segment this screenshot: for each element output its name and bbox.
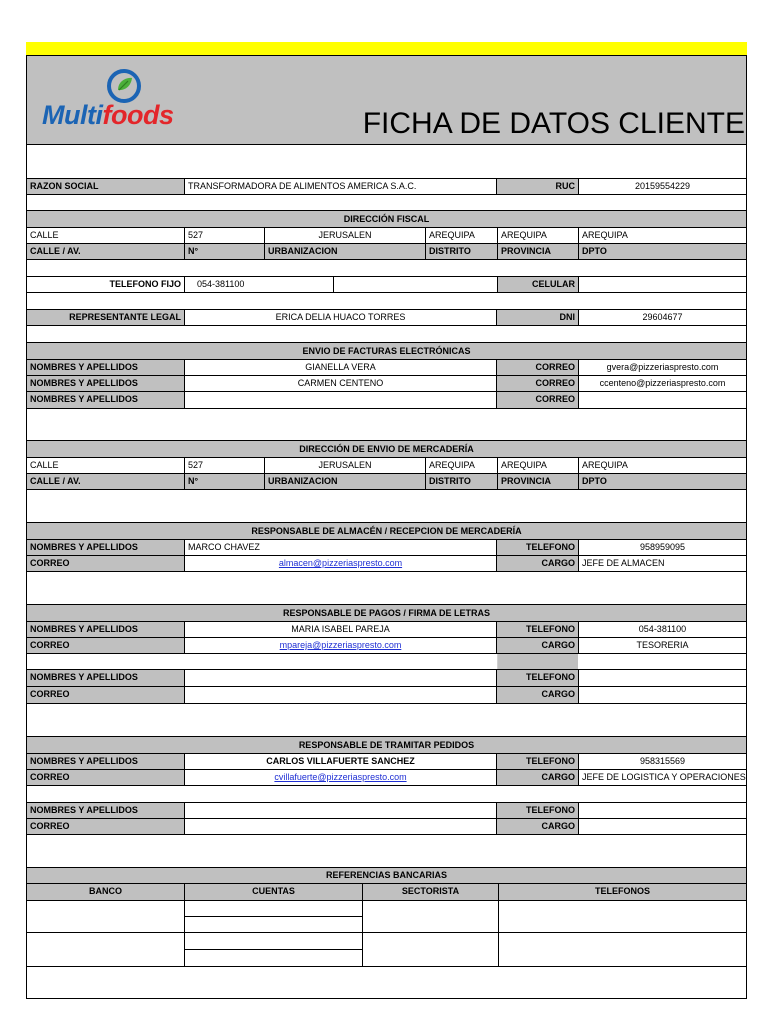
mercaderia-label-provincia: PROVINCIA [497,474,578,489]
fiscal-label-distrito: DISTRITO [425,244,497,259]
pedidos-cargo-label: CARGO [497,770,578,785]
pedidos-phone-1[interactable]: 958315569 [578,754,746,769]
pagos-section-title: RESPONSABLE DE PAGOS / FIRMA DE LETRAS [27,605,746,621]
pedidos-cargo-2[interactable] [578,819,746,834]
pagos-phone-label: TELEFONO [497,670,578,686]
facturas-mail-3[interactable] [578,392,746,408]
pedidos-name-label: NOMBRES Y APELLIDOS [27,754,184,769]
pedidos-mail-label: CORREO [27,819,184,834]
pedidos-mail-label: CORREO [27,770,184,785]
pagos-cargo-1[interactable]: TESORERIA [578,638,746,653]
facturas-mail-label: CORREO [497,360,578,375]
representante-legal-label: REPRESENTANTE LEGAL [27,310,184,325]
almacen-section-title: RESPONSABLE DE ALMACÉN / RECEPCION DE MERCADERÍA [27,523,746,539]
fiscal-distrito[interactable]: AREQUIPA [425,228,497,243]
pagos-cargo-label: CARGO [497,638,578,653]
mercaderia-section-title: DIRECCIÓN DE ENVIO DE MERCADERÍA [27,441,746,457]
pedidos-name-2[interactable] [184,803,497,818]
almacen-cargo-label: CARGO [497,556,578,571]
fiscal-label-urbanizacion: URBANIZACION [264,244,425,259]
fiscal-label-calle: CALLE / AV. [27,244,184,259]
pedidos-name-1[interactable]: CARLOS VILLAFUERTE SANCHEZ [184,754,497,769]
pedidos-section-title: RESPONSABLE DE TRAMITAR PEDIDOS [27,737,746,753]
celular-value[interactable] [578,277,746,292]
razon-social-label: RAZON SOCIAL [27,179,184,194]
facturas-name-1[interactable]: GIANELLA VERA [184,360,497,375]
fiscal-provincia[interactable]: AREQUIPA [497,228,578,243]
facturas-name-2[interactable]: CARMEN CENTENO [184,376,497,391]
fiscal-section-title: DIRECCIÓN FISCAL [27,211,746,227]
bancos-cell-cuenta-4[interactable] [185,950,362,966]
almacen-cargo-value[interactable]: JEFE DE ALMACEN [578,556,746,571]
multifoods-logo [42,68,212,134]
pagos-cargo-label: CARGO [497,687,578,703]
logo-text-foods: foods [102,100,174,130]
mercaderia-provincia[interactable]: AREQUIPA [497,458,578,473]
fiscal-dpto[interactable]: AREQUIPA [578,228,746,243]
ruc-value[interactable]: 20159554229 [578,179,746,194]
bancos-cell-cuenta-2[interactable] [185,917,362,933]
pagos-name-label: NOMBRES Y APELLIDOS [27,622,184,637]
pedidos-name-label: NOMBRES Y APELLIDOS [27,803,184,818]
pagos-phone-1[interactable]: 054-381100 [578,622,746,637]
mercaderia-label-dpto: DPTO [578,474,746,489]
pagos-mail-1[interactable] [184,638,497,653]
almacen-phone-label: TELEFONO [497,540,578,555]
mercaderia-label-numero: N° [184,474,264,489]
facturas-mail-1[interactable]: gvera@pizzeriaspresto.com [578,360,746,375]
bancos-grid [27,901,746,966]
facturas-mail-label: CORREO [497,376,578,391]
bancos-cell-banco-1[interactable] [27,901,184,933]
logo-text-multi: Multi [42,100,103,130]
fiscal-label-dpto: DPTO [578,244,746,259]
pagos-phone-2[interactable] [578,670,746,686]
pedidos-mail-1[interactable] [184,770,497,785]
bancos-header-telefonos: TELEFONOS [498,884,746,900]
pagos-mail-link[interactable]: mpareja@pizzeriaspresto.com [279,640,402,650]
almacen-mail-label: CORREO [27,556,184,571]
mercaderia-dpto[interactable]: AREQUIPA [578,458,746,473]
mercaderia-distrito[interactable]: AREQUIPA [425,458,497,473]
pedidos-mail-2[interactable] [184,819,497,834]
bancos-cell-cuenta-3[interactable] [185,934,362,950]
fiscal-numero[interactable]: 527 [184,228,264,243]
pagos-mail-label: CORREO [27,687,184,703]
facturas-name-label: NOMBRES Y APELLIDOS [27,376,184,391]
telefono-fijo-label: TELEFONO FIJO [109,279,181,289]
celular-label: CELULAR [497,277,578,292]
pagos-mail-2[interactable] [184,687,497,703]
pagos-cargo-2[interactable] [578,687,746,703]
bancos-cell-telefonos-1[interactable] [499,901,746,933]
dni-label: DNI [497,310,578,325]
bancos-cell-sectorista-1[interactable] [363,901,498,933]
mercaderia-numero[interactable]: 527 [184,458,264,473]
page-title: FICHA DE DATOS CLIENTE [362,107,745,140]
almacen-name-label: NOMBRES Y APELLIDOS [27,540,184,555]
pagos-name-label: NOMBRES Y APELLIDOS [27,670,184,686]
pedidos-mail-link[interactable]: cvillafuerte@pizzeriaspresto.com [274,772,407,782]
fiscal-label-numero: N° [184,244,264,259]
top-yellow-bar [26,42,747,55]
fiscal-urbanizacion[interactable]: JERUSALEN [264,228,425,243]
logo-globe-icon [104,68,144,104]
bancos-header-cuentas: CUENTAS [184,884,362,900]
bancos-header-sectorista: SECTORISTA [362,884,498,900]
mercaderia-urbanizacion[interactable]: JERUSALEN [264,458,425,473]
facturas-mail-2[interactable]: ccenteno@pizzeriaspresto.com [578,376,746,391]
pagos-spacer-shade [497,654,578,669]
facturas-name-3[interactable] [184,392,497,408]
bancos-header-banco: BANCO [27,884,184,900]
ruc-label: RUC [497,179,578,194]
mercaderia-calle[interactable]: CALLE [30,460,59,470]
almacen-phone-value[interactable]: 958959095 [578,540,746,555]
pedidos-cargo-label: CARGO [497,819,578,834]
mercaderia-label-distrito: DISTRITO [425,474,497,489]
pedidos-phone-label: TELEFONO [497,754,578,769]
bancos-cell-sectorista-2[interactable] [363,934,498,966]
pagos-phone-label: TELEFONO [497,622,578,637]
pagos-name-1[interactable]: MARIA ISABEL PAREJA [184,622,497,637]
bancos-cell-telefonos-2[interactable] [499,934,746,966]
telefono-fijo-value[interactable]: 054-381100 [184,277,334,292]
bancos-section-title: REFERENCIAS BANCARIAS [27,868,746,883]
mercaderia-label-calle: CALLE / AV. [27,474,184,489]
almacen-mail-value[interactable] [184,556,497,571]
fiscal-label-provincia: PROVINCIA [497,244,578,259]
dni-value[interactable]: 29604677 [578,310,746,325]
fiscal-calle[interactable]: CALLE [30,230,59,240]
facturas-name-label: NOMBRES Y APELLIDOS [27,392,184,408]
almacen-name-value[interactable]: MARCO CHAVEZ [184,540,497,555]
bancos-cell-banco-2[interactable] [27,934,184,966]
pagos-name-2[interactable] [184,670,497,686]
facturas-name-label: NOMBRES Y APELLIDOS [27,360,184,375]
razon-social-value[interactable]: TRANSFORMADORA DE ALIMENTOS AMERICA S.A.C. [184,179,497,194]
facturas-section-title: ENVIO DE FACTURAS ELECTRÓNICAS [27,343,746,359]
representante-legal-value[interactable]: ERICA DELIA HUACO TORRES [184,310,497,325]
facturas-mail-label: CORREO [497,392,578,408]
pedidos-phone-label: TELEFONO [497,803,578,818]
pedidos-phone-2[interactable] [578,803,746,818]
almacen-mail-link[interactable]: almacen@pizzeriaspresto.com [278,558,403,568]
pedidos-cargo-1[interactable]: JEFE DE LOGISTICA Y OPERACIONES [578,770,746,785]
bancos-cell-cuenta-1[interactable] [185,901,362,917]
pagos-mail-label: CORREO [27,638,184,653]
mercaderia-label-urbanizacion: URBANIZACION [264,474,425,489]
